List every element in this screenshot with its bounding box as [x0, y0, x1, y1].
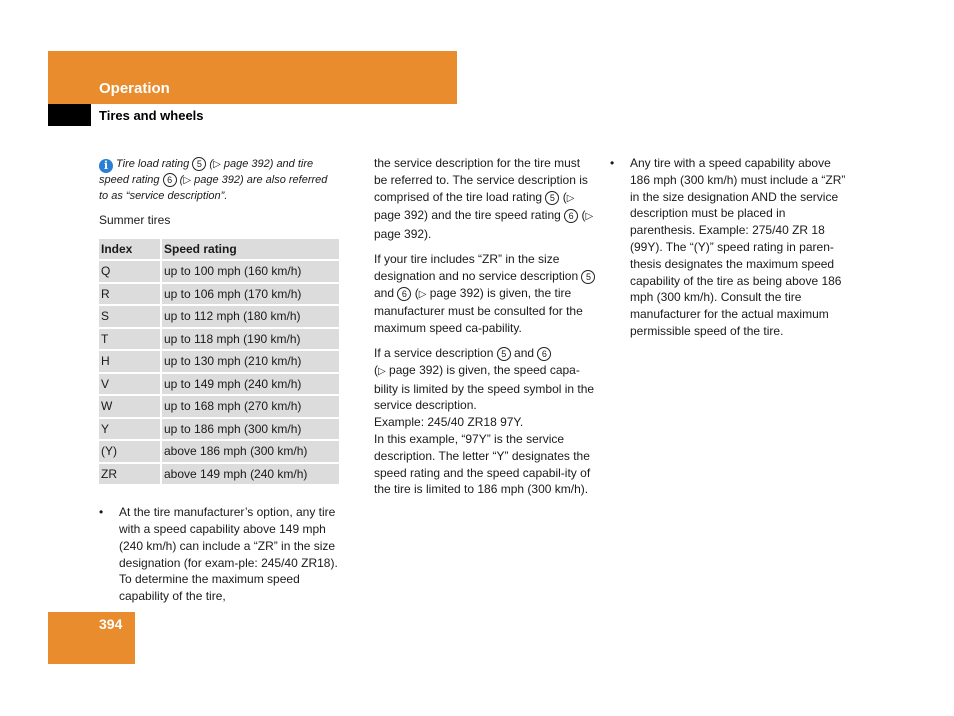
index-cell: H: [99, 351, 162, 372]
page-arrow-icon: ▷: [566, 192, 575, 204]
ref-5-icon: 5: [545, 191, 559, 205]
ref-6-icon: 6: [397, 287, 411, 301]
subsection-title: Tires and wheels: [99, 108, 204, 123]
index-cell: W: [99, 396, 162, 417]
ref-6-icon: 6: [564, 209, 578, 223]
index-cell: R: [99, 284, 162, 305]
index-cell: Q: [99, 261, 162, 282]
table-row: [99, 419, 339, 440]
section-title: Operation: [99, 80, 170, 97]
speed-rating-table: [99, 237, 339, 487]
page-arrow-icon: ▷: [378, 365, 386, 377]
speed-cell: up to 149 mph (240 km/h): [162, 374, 339, 395]
paragraph-example: If a service description 5 and 6 (▷ page 392) is given, the speed capa-bility is limited by the speed symbol in the service description. Example: 245/40 ZR18 97Y. In this example, “97Y” is the service description. The letter “Y” designates the speed rating and the speed capabil-ity of the tire is limited to 186 mph (300 km/h).: [374, 345, 595, 497]
column-right: [610, 155, 846, 348]
bullet-zr-required: • Any tire with a speed capability above 186 mph (300 km/h) must include a “ZR” in the size designation AND the service description must be placed in parenthesis. Example: 275/40 ZR 18 (99Y). The “(Y)” speed rating in paren-thesis designates the maximum speed capability of the tire as being above 186 mph (300 km/h). Consult the tire manufacturer for the actual maximum permissible speed of the tire.: [610, 155, 846, 340]
ref-5-icon: 5: [192, 157, 206, 171]
speed-cell: up to 168 mph (270 km/h): [162, 396, 339, 417]
table-row: [99, 306, 339, 327]
header-index: Index: [99, 239, 162, 260]
index-cell: (Y): [99, 441, 162, 462]
index-cell: S: [99, 306, 162, 327]
paragraph-service-description: the service description for the tire must be referred to. The service description is comprised of the tire load rating 5 (▷ page 392) and the tire speed rating 6 (▷ page 392).: [374, 156, 594, 242]
column-left: [99, 157, 339, 613]
table-row: [99, 396, 339, 417]
page-arrow-icon: ▷: [418, 288, 427, 300]
table-row: [99, 351, 339, 372]
speed-cell: above 149 mph (240 km/h): [162, 464, 339, 485]
page-arrow-icon: ▷: [213, 159, 221, 170]
speed-cell: up to 130 mph (210 km/h): [162, 351, 339, 372]
section-tab-marker: [48, 104, 91, 126]
summer-tires-label: Summer tires: [99, 213, 171, 227]
page-arrow-icon: ▷: [585, 211, 594, 223]
column-middle: [374, 155, 596, 506]
table-header-row: [99, 239, 339, 260]
speed-cell: up to 118 mph (190 km/h): [162, 329, 339, 350]
ref-5-icon: 5: [497, 347, 511, 361]
index-cell: T: [99, 329, 162, 350]
speed-cell: up to 186 mph (300 km/h): [162, 419, 339, 440]
info-note: i Tire load rating 5 (▷ page 392) and tire speed rating 6 (▷ page 392) are also referred to as “service description”.: [99, 158, 328, 202]
info-icon: i: [99, 159, 113, 173]
bullet-zr-option: • At the tire manufacturer’s option, any tire with a speed capability above 149 mph (240 km/h) can include a “ZR” in the size designation (for exam-ple: 245/40 ZR18). To determine the maximum speed capability of the tire,: [99, 504, 339, 605]
table-row: [99, 329, 339, 350]
table-row: [99, 284, 339, 305]
speed-cell: up to 100 mph (160 km/h): [162, 261, 339, 282]
table-row: [99, 441, 339, 462]
page-number: 394: [99, 616, 123, 632]
paragraph-zr-no-description: If your tire includes “ZR” in the size designation and no service description 5 and 6 (▷ page 392) is given, the tire manufacturer must be consulted for the maximum speed ca-pability.: [374, 251, 596, 337]
page-arrow-icon: ▷: [183, 175, 192, 186]
speed-cell: above 186 mph (300 km/h): [162, 441, 339, 462]
table-row: [99, 464, 339, 485]
speed-cell: up to 106 mph (170 km/h): [162, 284, 339, 305]
ref-6-icon: 6: [163, 173, 177, 187]
table-row: [99, 261, 339, 282]
index-cell: ZR: [99, 464, 162, 485]
speed-cell: up to 112 mph (180 km/h): [162, 306, 339, 327]
index-cell: Y: [99, 419, 162, 440]
ref-5-icon: 5: [581, 270, 595, 284]
index-cell: V: [99, 374, 162, 395]
ref-6-icon: 6: [537, 347, 551, 361]
header-speed-rating: Speed rating: [162, 239, 339, 260]
table-row: [99, 374, 339, 395]
